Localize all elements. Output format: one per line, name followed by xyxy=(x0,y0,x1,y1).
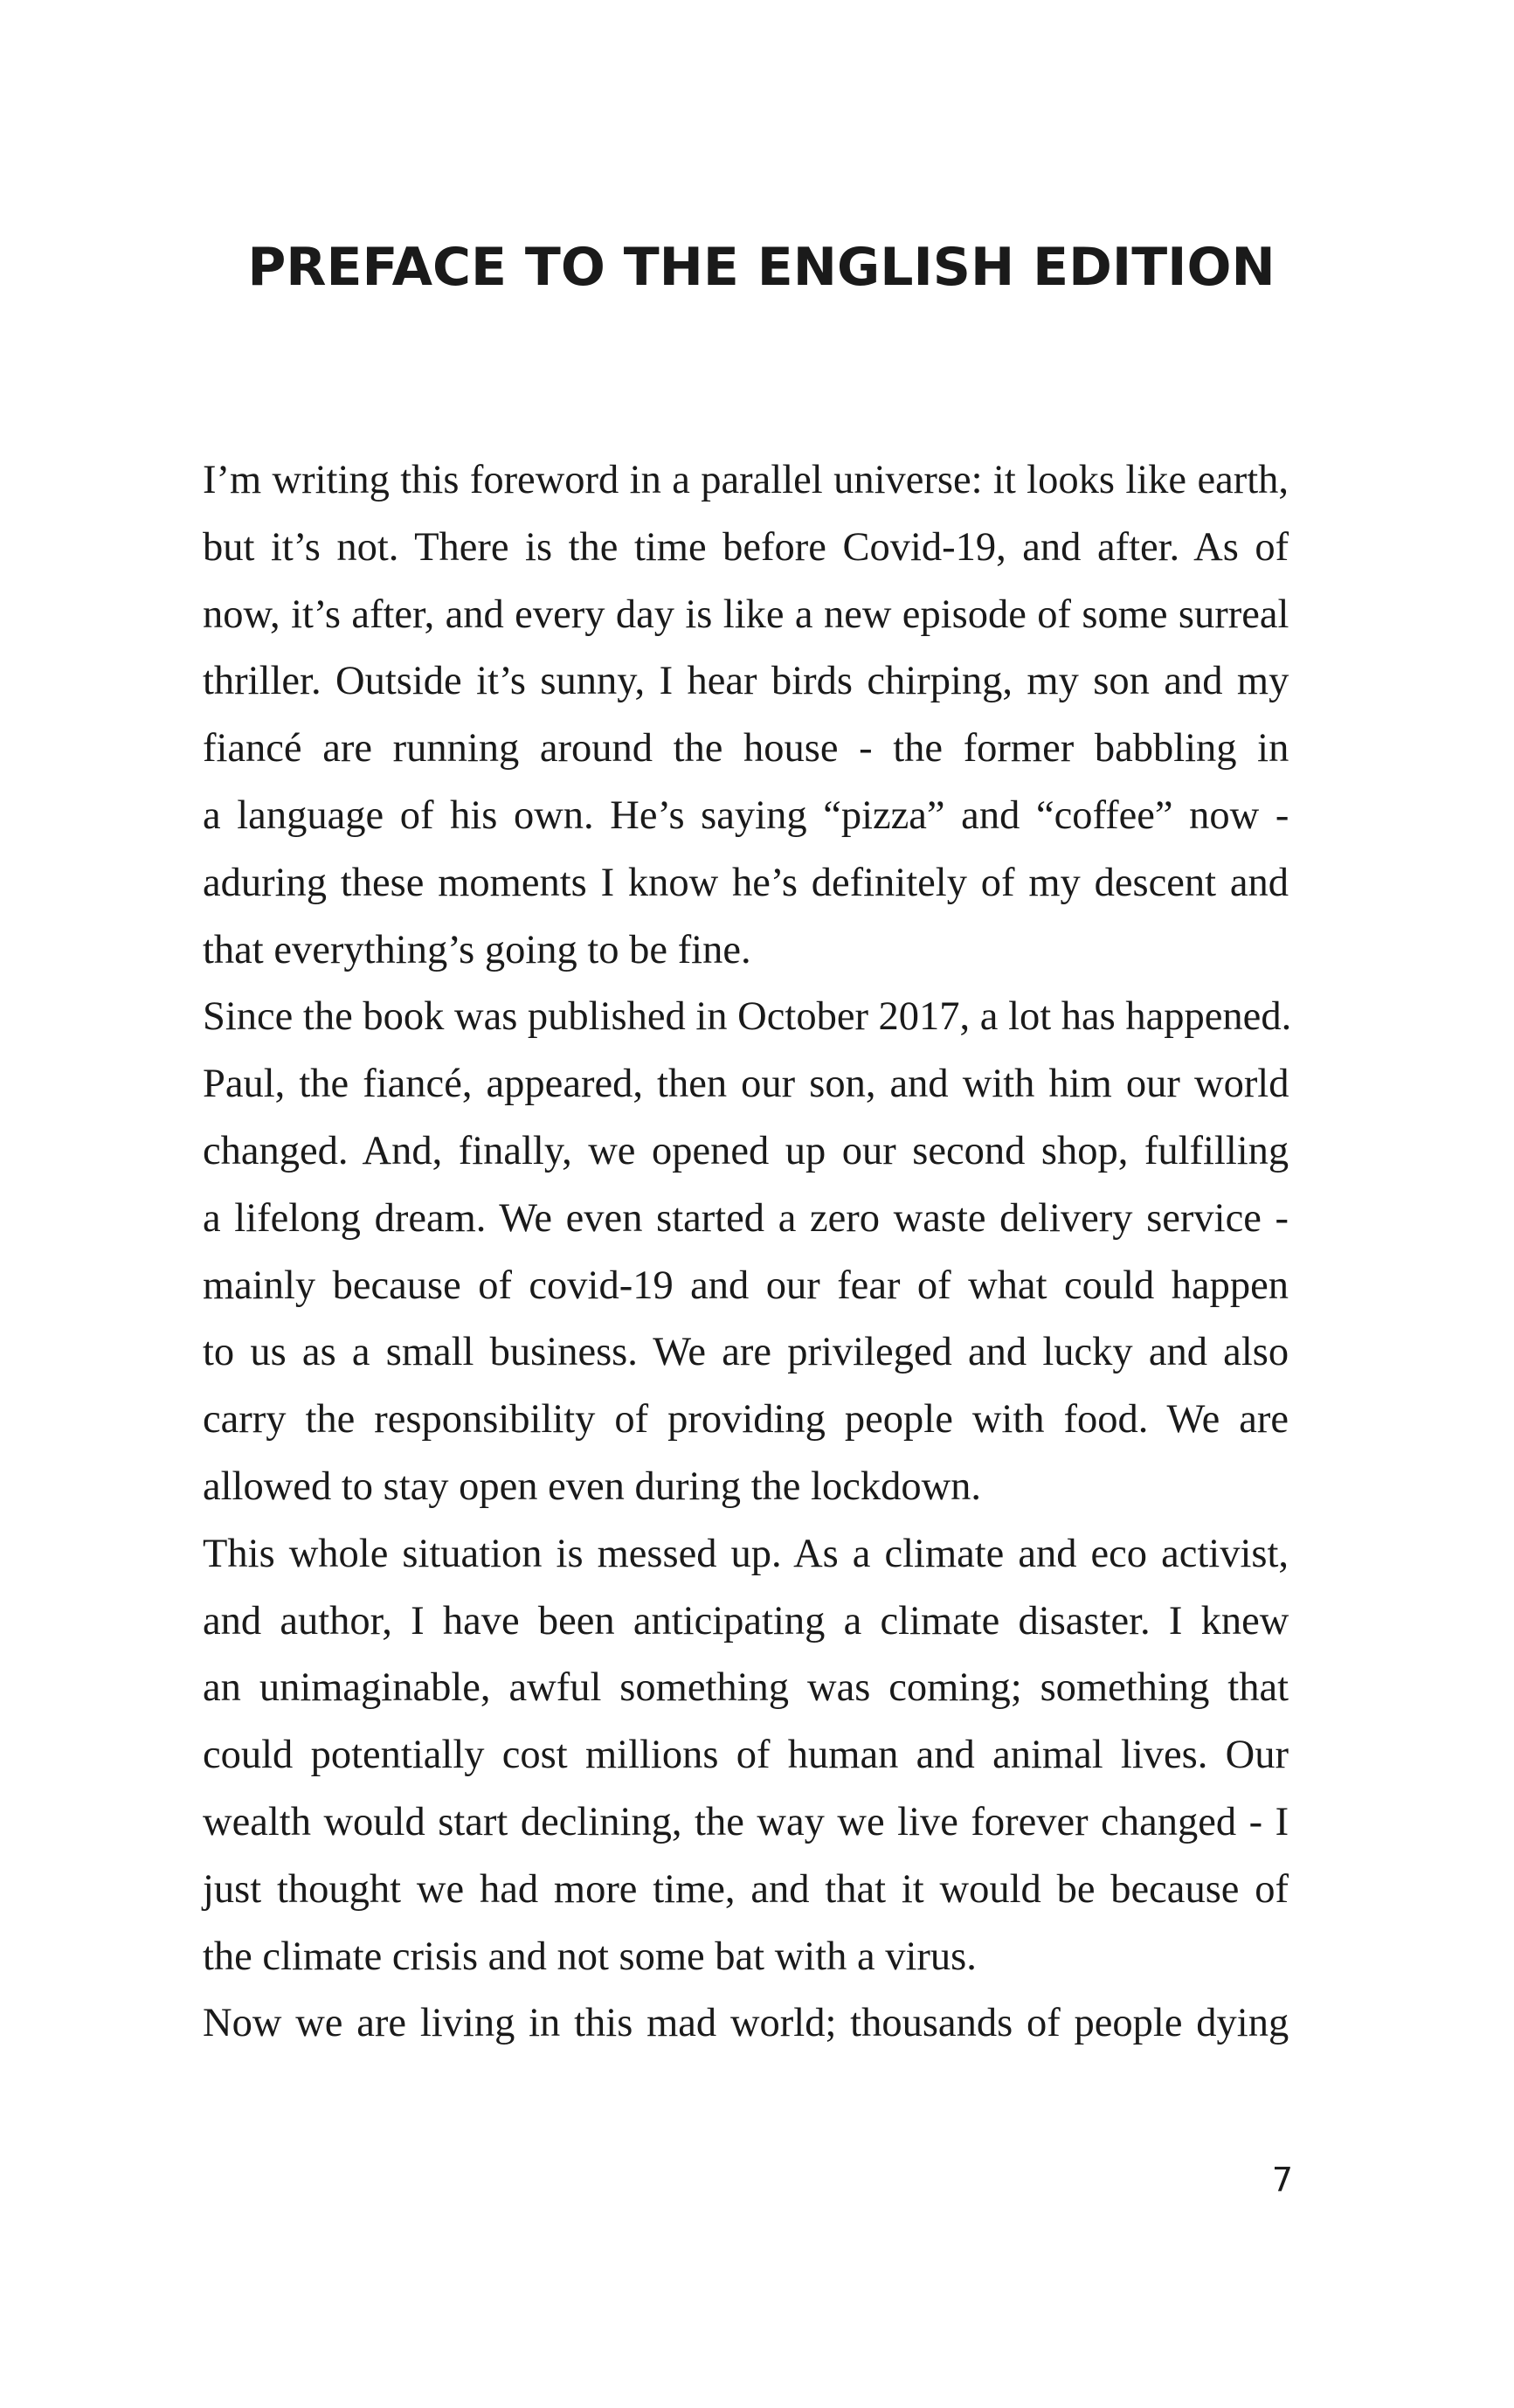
text-line: carry the responsibility of providing people with food. We are xyxy=(203,1397,1289,1443)
text-line: a language of his own. He’s saying “pizza” and “coffee” now - xyxy=(203,792,1289,838)
paragraph xyxy=(203,1990,1289,2058)
text-line: could potentially cost millions of human and animal lives. Our xyxy=(203,1733,1289,1778)
text-line: the climate crisis and not some bat with a virus. xyxy=(203,1934,977,1979)
text-line: changed. And, finally, we opened up our second shop, fulfilling xyxy=(203,1128,1289,1173)
paragraph xyxy=(203,984,1292,1520)
text-line: fiancé are running around the house - the former babbling in xyxy=(203,726,1289,772)
text-line: to us as a small business. We are privileged and lucky and also xyxy=(203,1330,1289,1375)
text-line: that everything’s going to be fine. xyxy=(203,927,751,972)
text-line: allowed to stay open even during the lockdown. xyxy=(203,1463,982,1509)
text-line: wealth would start declining, the way we live forever changed - I xyxy=(203,1799,1289,1844)
text-line: aduring these moments I know he’s definitely of my descent and xyxy=(203,860,1289,905)
text-line: This whole situation is messed up. As a climate and eco activist, xyxy=(203,1531,1289,1576)
text-line: Now we are living in this mad world; thousands of people dying xyxy=(203,2001,1289,2046)
body-text xyxy=(203,447,1292,2058)
text-line: Since the book was published in October 2017, a lot has happened. xyxy=(203,994,1292,1040)
text-line: and author, I have been anticipating a climate disaster. I knew xyxy=(203,1598,1289,1643)
text-line: an unimaginable, awful something was coming; something that xyxy=(203,1665,1289,1711)
text-line: now, it’s after, and every day is like a new episode of some surreal xyxy=(203,592,1289,637)
chapter-title: PREFACE TO THE ENGLISH EDITION xyxy=(247,237,1275,298)
text-line: Paul, the fiancé, appeared, then our son, and with him our world xyxy=(203,1062,1289,1107)
paragraph xyxy=(203,447,1289,984)
text-line: mainly because of covid-19 and our fear of what could happen xyxy=(203,1263,1289,1308)
text-line: but it’s not. There is the time before Covid-19, and after. As of xyxy=(203,524,1289,570)
paragraph xyxy=(203,1521,1289,1991)
text-line: I’m writing this foreword in a parallel universe: it looks like earth, xyxy=(203,458,1289,502)
text-line: just thought we had more time, and that it would be because of xyxy=(203,1866,1289,1912)
text-line: thriller. Outside it’s sunny, I hear birds chirping, my son and my xyxy=(203,659,1289,704)
page-number: 7 xyxy=(1271,2161,1293,2199)
text-line: a lifelong dream. We even started a zero waste delivery service - xyxy=(203,1195,1289,1241)
